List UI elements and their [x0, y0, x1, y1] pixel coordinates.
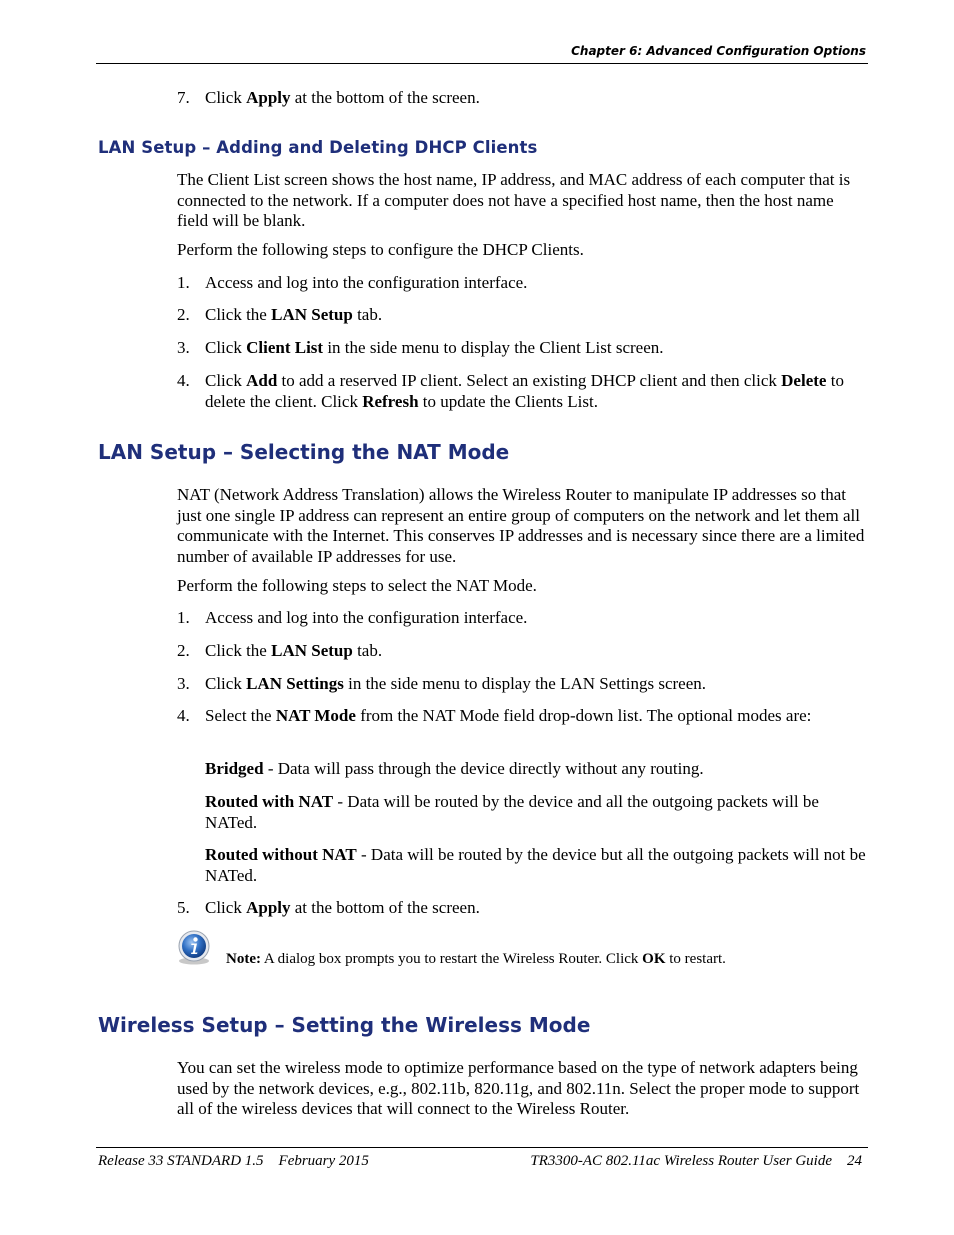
step-text: Select the NAT Mode from the NAT Mode field drop-down list. The optional modes are: — [205, 706, 812, 725]
footer-rule — [96, 1147, 868, 1148]
step-text: Access and log into the configuration interface. — [205, 608, 528, 627]
header-rule — [96, 63, 868, 64]
note-text: Note: A dialog box prompts you to restart the Wireless Router. Click OK to restart. — [226, 951, 726, 967]
info-icon — [176, 930, 212, 966]
step-text: Click LAN Settings in the side menu to display the LAN Settings screen. — [205, 674, 706, 693]
step-number: 2. — [177, 641, 190, 660]
nat-steps-intro: Perform the following steps to select the NAT Mode. — [177, 576, 537, 595]
step-text: Click the LAN Setup tab. — [205, 305, 383, 324]
mode-routed-without-nat: Routed without NAT - Data will be routed by the device but all the outgoing packets will not be NATed. — [205, 845, 866, 885]
footer-release: Release 33 STANDARD 1.5 February 2015 — [98, 1153, 369, 1169]
step-number: 7. — [177, 88, 190, 107]
wireless-intro-paragraph: You can set the wireless mode to optimize performance based on the type of network adapters being used by the network devices, e.g., 802.11b, 820.11g, and 802.11n. Select the proper mode to support all of the wireless devices that will connect to the Wireless Router. — [177, 1058, 860, 1118]
step-text: Access and log into the configuration interface. — [205, 273, 528, 292]
step-number: 1. — [177, 273, 190, 292]
dhcp-step-4 — [177, 371, 867, 415]
step-number: 4. — [177, 371, 190, 390]
step-number: 4. — [177, 706, 190, 725]
step-number: 3. — [177, 338, 190, 357]
step-number: 5. — [177, 898, 190, 917]
heading-dhcp-clients: LAN Setup – Adding and Deleting DHCP Clients — [98, 138, 538, 157]
step-text: Click the LAN Setup tab. — [205, 641, 383, 660]
footer-guide-page: TR3300-AC 802.11ac Wireless Router User Guide 24 — [530, 1153, 862, 1169]
step-text: Click Apply at the bottom of the screen. — [205, 88, 480, 107]
step-text: Click Apply at the bottom of the screen. — [205, 898, 480, 917]
step-number: 3. — [177, 674, 190, 693]
nat-step-3 — [177, 674, 867, 696]
dhcp-step-1 — [177, 273, 867, 295]
nat-step-5 — [177, 898, 867, 920]
mode-routed-with-nat: Routed with NAT - Data will be routed by the device and all the outgoing packets will be NATed. — [205, 792, 819, 832]
running-head: Chapter 6: Advanced Configuration Options — [571, 44, 866, 58]
dhcp-steps-intro: Perform the following steps to configure the DHCP Clients. — [177, 240, 584, 259]
dhcp-intro-paragraph: The Client List screen shows the host name, IP address, and MAC address of each computer that is connected to the network. If a computer does not have a specified host name, then the host name field will be blank. — [177, 170, 851, 230]
heading-nat-mode: LAN Setup – Selecting the NAT Mode — [98, 440, 510, 464]
nat-intro-paragraph: NAT (Network Address Translation) allows the Wireless Router to manipulate IP addresses so that just one single IP address can represent an entire group of computers on the network and let them all communicate with the Internet. This conserves IP addresses and is necessary since there are a limited number of available IP addresses for use. — [177, 485, 865, 566]
step-7 — [177, 88, 867, 110]
step-number: 1. — [177, 608, 190, 627]
step-text: Click Client List in the side menu to display the Client List screen. — [205, 338, 664, 357]
nat-step-1 — [177, 608, 867, 630]
nat-step-4 — [177, 706, 867, 750]
nat-step-2 — [177, 641, 867, 663]
mode-bridged: Bridged - Data will pass through the device directly without any routing. — [205, 759, 704, 778]
dhcp-step-3 — [177, 338, 867, 360]
dhcp-step-2 — [177, 305, 867, 327]
heading-wireless-mode: Wireless Setup – Setting the Wireless Mode — [98, 1013, 591, 1037]
step-text: Click Add to add a reserved IP client. Select an existing DHCP client and then click Delete to delete the client. Click Refresh to update the Clients List. — [205, 371, 844, 411]
step-number: 2. — [177, 305, 190, 324]
